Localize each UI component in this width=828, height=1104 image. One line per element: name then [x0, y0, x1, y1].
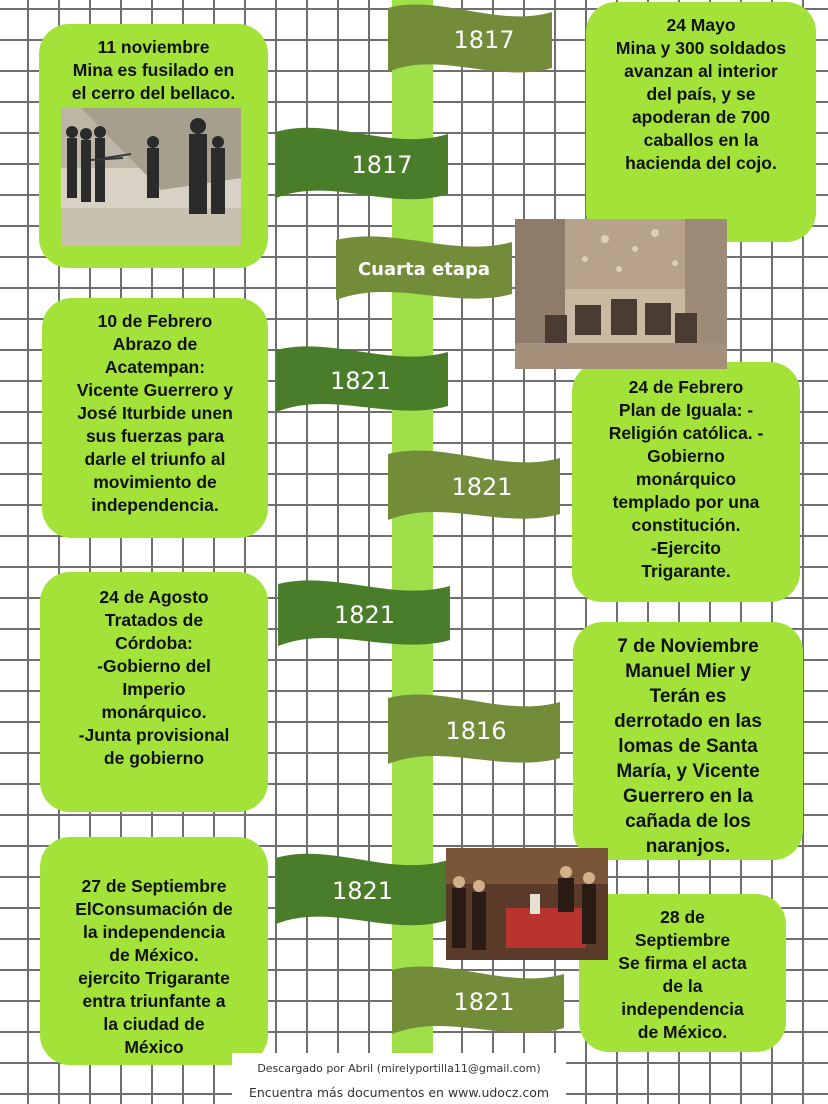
card-abrazo-acatempan [42, 298, 268, 538]
flag-cuarta-etapa-label: Cuarta etapa [357, 258, 491, 280]
card-mier-teran [573, 622, 803, 860]
footer-udocz-link[interactable]: Encuentra más documentos en www.udocz.com [248, 1085, 550, 1100]
flag-1817-second-label: 1817 [351, 151, 413, 179]
download-footer [232, 1053, 566, 1104]
card-consumacion-text: 27 de Septiembre ElConsumación de la independencia de México. ejercito Trigarante entra triunfante a la ciudad de México [75, 876, 233, 1057]
card-plan-iguala [572, 362, 800, 602]
card-mina-fusilado-text: 11 noviembre Mina es fusilado en el cerro del bellaco. [71, 37, 236, 103]
flag-1817-second [276, 122, 448, 208]
flag-1821-a [276, 342, 448, 420]
flag-1821-c [278, 576, 450, 654]
card-acta-independencia [579, 894, 786, 1052]
flag-1816-label: 1816 [445, 717, 507, 745]
card-iguala-text: 24 de Febrero Plan de Iguala: - Religión católica. - Gobierno monárquico templado por una constitución. -Ejercito Trigarante. [608, 377, 764, 581]
card-mina-caballos [586, 2, 816, 242]
flag-1817-top [388, 0, 552, 80]
execution-engraving-image [61, 108, 241, 246]
flag-1821-c-label: 1821 [334, 601, 396, 629]
card-cordoba-text: 24 de Agosto Tratados de Córdoba: -Gobierno del Imperio monárquico. -Junta provisional de gobierno [78, 587, 230, 768]
footer-downloaded-by: Descargado por Abril (mirelyportilla11@gmail.com) [257, 1062, 541, 1075]
card-mina-caballos-text: 24 Mayo Mina y 300 soldados avanzan al interior del país, y se apoderan de 700 caballos en la hacienda del cojo. [615, 15, 787, 173]
flag-1821-d [276, 848, 448, 934]
trigarante-parade-image [515, 219, 727, 369]
flag-1821-d-label: 1821 [332, 877, 394, 905]
flag-cuarta-etapa [336, 232, 512, 306]
card-tratados-cordoba [40, 572, 268, 812]
flag-1821-b-label: 1821 [451, 473, 513, 501]
card-abrazo-text: 10 de Febrero Abrazo de Acatempan: Vicente Guerrero y José Iturbide unen sus fuerzas para darle el triunfo al movimiento de independencia. [76, 311, 234, 515]
flag-1817-top-label: 1817 [453, 26, 515, 54]
card-consumacion [40, 837, 268, 1065]
card-mier-teran-text: 7 de Noviembre Manuel Mier y Terán es derrotado en las lomas de Santa María, y Vicente Guerrero en la cañada de los naranjos. [614, 636, 762, 857]
card-acta-text: 28 de Septiembre Se firma el acta de la independencia de México. [618, 907, 747, 1042]
flag-1821-a-label: 1821 [330, 367, 392, 395]
flag-1816 [388, 690, 560, 772]
flag-1821-e [392, 962, 564, 1042]
acta-signing-painting-image [446, 848, 608, 960]
flag-1821-e-label: 1821 [453, 988, 515, 1016]
flag-1821-b [388, 446, 560, 528]
